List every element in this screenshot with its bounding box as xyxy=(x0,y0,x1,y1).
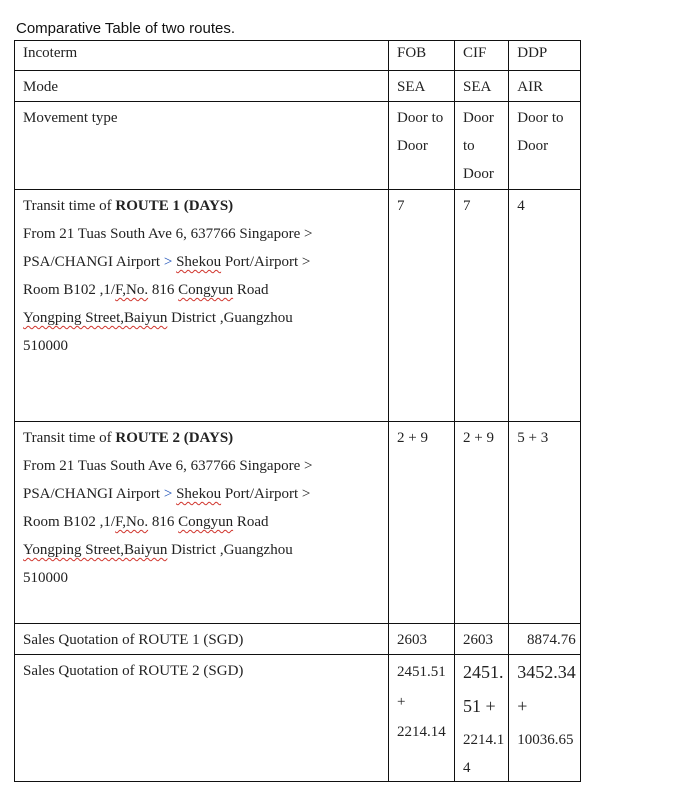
table-row-incoterm xyxy=(15,41,581,71)
movement-ddp xyxy=(509,102,581,190)
quote2-ddp-line: + xyxy=(517,696,528,716)
movement-fob-line: Door to xyxy=(397,110,444,126)
route2-fob: 2 + 9 xyxy=(389,422,455,624)
spell-flag-word: Congyun xyxy=(178,282,234,298)
quote1-label: Sales Quotation of ROUTE 1 (SGD) xyxy=(15,624,389,655)
quote2-cif-line: 51 + xyxy=(463,696,496,716)
quote2-ddp xyxy=(509,655,581,782)
route2-line xyxy=(23,480,380,508)
route1-strong: ROUTE 1 (DAYS) xyxy=(115,198,234,214)
incoterm-cif: CIF xyxy=(455,41,509,71)
quote2-fob-line: 2451.51 xyxy=(397,664,446,680)
route2-description xyxy=(15,422,389,624)
quote2-ddp-line: 3452.34 xyxy=(517,662,576,682)
mode-fob: SEA xyxy=(389,71,455,102)
route2-title xyxy=(23,424,380,452)
table-row-route1-transit xyxy=(15,190,581,422)
route1-line: 510000 xyxy=(23,338,68,354)
quote2-label: Sales Quotation of ROUTE 2 (SGD) xyxy=(15,655,389,782)
route1-cif: 7 xyxy=(455,190,509,422)
table-row-mode xyxy=(15,71,581,102)
route-text: Port/Airport > xyxy=(224,254,311,270)
quote2-ddp-line: 10036.65 xyxy=(517,732,574,748)
route-separator: > xyxy=(163,254,173,270)
route2-line: 510000 xyxy=(23,570,68,586)
spell-flag-word: F,No. xyxy=(115,514,149,530)
quote2-fob-line: 2214.14 xyxy=(397,724,446,740)
route1-line xyxy=(23,248,380,276)
route-text: PSA/CHANGI Airport xyxy=(23,254,161,270)
route-text: Road xyxy=(236,514,269,530)
spell-flag-word: Congyun xyxy=(178,514,234,530)
route-text: Room B102 ,1/ xyxy=(23,282,116,298)
route1-description xyxy=(15,190,389,422)
mode-cif: SEA xyxy=(455,71,509,102)
spell-flag-word: Shekou xyxy=(176,486,222,502)
route-text: 816 xyxy=(151,282,175,298)
quote2-fob-line: + xyxy=(397,694,406,710)
route-text: District ,Guangzhou xyxy=(171,310,293,326)
route1-title xyxy=(23,192,380,220)
table-row-quote2 xyxy=(15,655,581,782)
mode-ddp: AIR xyxy=(509,71,581,102)
spell-flag-word: Yongping Street,Baiyun xyxy=(23,310,168,326)
route2-strong: ROUTE 2 (DAYS) xyxy=(115,430,234,446)
quote1-cif: 2603 xyxy=(455,624,509,655)
quote1-ddp: 8874.76 xyxy=(509,624,581,655)
incoterm-fob: FOB xyxy=(389,41,455,71)
route1-line xyxy=(23,304,380,332)
route2-line xyxy=(23,508,380,536)
spell-flag-word: Yongping Street,Baiyun xyxy=(23,542,168,558)
route2-line: From 21 Tuas South Ave 6, 637766 Singapore > xyxy=(23,458,313,474)
table-row-quote1 xyxy=(15,624,581,655)
route-text: District ,Guangzhou xyxy=(171,542,293,558)
route-text: Room B102 ,1/ xyxy=(23,514,116,530)
movement-cif xyxy=(455,102,509,190)
route-text: PSA/CHANGI Airport xyxy=(23,486,161,502)
route2-cif: 2 + 9 xyxy=(455,422,509,624)
route-text: Port/Airport > xyxy=(224,486,311,502)
movement-label: Movement type xyxy=(15,102,389,190)
incoterm-label: Incoterm xyxy=(15,41,389,71)
movement-cif-line: Door xyxy=(463,166,494,182)
route-separator: > xyxy=(163,486,173,502)
mode-label: Mode xyxy=(15,71,389,102)
movement-cif-line: Door xyxy=(463,110,494,126)
quote2-cif-line: 2214.1 xyxy=(463,732,505,748)
comparison-table xyxy=(14,40,581,782)
quote2-cif-line: 2451. xyxy=(463,662,504,682)
movement-ddp-line: Door to xyxy=(517,110,564,126)
route2-ddp: 5 + 3 xyxy=(509,422,581,624)
spell-flag-word: F,No. xyxy=(115,282,149,298)
table-row-route2-transit xyxy=(15,422,581,624)
table-caption: Comparative Table of two routes. xyxy=(16,20,236,37)
route1-fob: 7 xyxy=(389,190,455,422)
table-row-movement xyxy=(15,102,581,190)
spell-flag-word: Shekou xyxy=(176,254,222,270)
route1-ddp: 4 xyxy=(509,190,581,422)
route1-line xyxy=(23,276,380,304)
movement-ddp-line: Door xyxy=(517,138,549,154)
quote2-cif-line: 4 xyxy=(463,760,471,776)
quote2-fob xyxy=(389,655,455,782)
movement-cif-line: to xyxy=(463,138,475,154)
route1-prefix: Transit time of xyxy=(23,198,116,214)
incoterm-ddp: DDP xyxy=(509,41,581,71)
route2-prefix: Transit time of xyxy=(23,430,116,446)
movement-fob xyxy=(389,102,455,190)
movement-fob-line: Door xyxy=(397,138,428,154)
route2-line xyxy=(23,536,380,564)
quote2-cif xyxy=(455,655,509,782)
route-text: 816 xyxy=(151,514,175,530)
route1-line: From 21 Tuas South Ave 6, 637766 Singapore > xyxy=(23,226,313,242)
quote1-fob: 2603 xyxy=(389,624,455,655)
route-text: Road xyxy=(236,282,269,298)
